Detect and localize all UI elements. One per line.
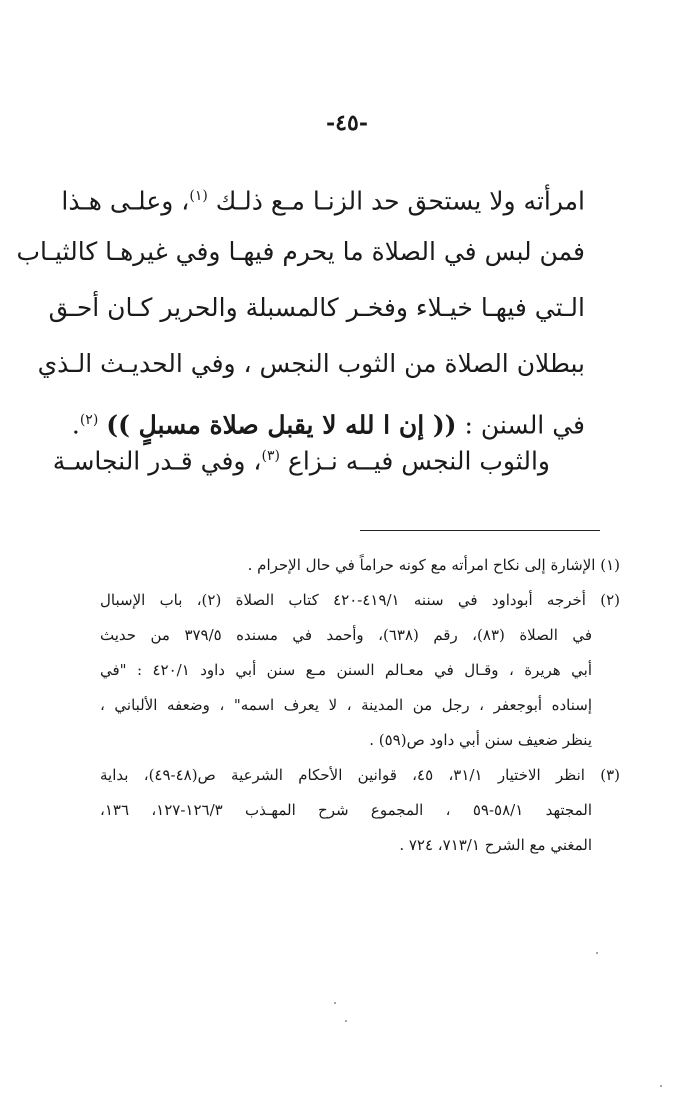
scan-speck xyxy=(345,1020,347,1022)
footnote-line: (٢) أخرجه أبوداود في سننه ٤١٩/١-٤٢٠ كتاب الصلاة (٢)، باب الإسبال xyxy=(100,591,620,609)
body-line-1 xyxy=(61,168,585,224)
scan-speck xyxy=(596,952,598,954)
footnote-ref-2[interactable]: (٢) xyxy=(79,412,99,428)
body-line-3: الـتي فيهـا خيـلاء وفخـر كالمسبلة والحرير كـان أحـق xyxy=(48,293,585,322)
footnote-line: إسناده أبوجعفر ، رجل من المدينة ، لا يعرف اسمه" ، وضعفه الألباني ، xyxy=(100,696,592,714)
main-paragraph xyxy=(16,168,585,448)
hadith-quote: (( إن ا لله لا يقبل صلاة مسبلٍ )) xyxy=(106,410,457,440)
body-line-suffix: . xyxy=(71,410,80,440)
footnote-line: أبي هريرة ، وقـال في معـالم السنن مـع سنن أبي داود ٤٢٠/١ : "في xyxy=(100,661,592,679)
footnote-line: (٣) انظر الاختيار ٣١/١، ٤٥، قوانين الأحكام الشرعية ص(٤٨-٤٩)، بداية xyxy=(100,766,620,784)
body-line-tail: ، وعلـى هـذا xyxy=(61,186,190,216)
footnotes xyxy=(100,548,620,863)
footnote-line: المجتهد ٥٨/١-٥٩ ، المجموع شرح المهـذب ١٢٦/٣-١٢٧، ١٣٦، xyxy=(100,801,592,819)
footnote-ref-1[interactable]: (١) xyxy=(189,188,208,204)
scan-speck xyxy=(660,1085,662,1087)
footnote-divider xyxy=(360,530,600,531)
footnote-line: (١) الإشارة إلى نكاح امرأته مع كونه حراماً في حال الإحرام . xyxy=(247,556,620,574)
footnote-ref-3[interactable]: (٣) xyxy=(261,448,280,464)
body-line-4: ببطلان الصلاة من الثوب النجس ، وفي الحديـث الـذي xyxy=(37,349,585,378)
body-line-prefix: في السنن : xyxy=(456,410,585,440)
footnote-line: ينظر ضعيف سنن أبي داود ص(٥٩) . xyxy=(369,731,592,749)
second-paragraph xyxy=(52,428,550,484)
body-line-text: امرأته ولا يستحق حد الزنـا مـع ذلـك xyxy=(207,186,585,216)
para2-text-after: ، وفي قـدر النجاسـة xyxy=(52,446,262,476)
footnote-line: المغني مع الشرح ٧١٣/١، ٧٢٤ . xyxy=(399,836,592,854)
scan-speck xyxy=(334,1002,336,1004)
body-line-2: فمن لبس في الصلاة ما يحرم فيهـا وفي غيرهـا كالثيـاب xyxy=(16,237,585,266)
footnote-line: في الصلاة (٨٣)، رقم (٦٣٨)، وأحمد في مسنده ٣٧٩/٥ من حديث xyxy=(100,626,593,644)
page-number: -٤٥- xyxy=(326,110,368,136)
para2-text-before: والثوب النجس فيــه نـزاع xyxy=(279,446,550,476)
